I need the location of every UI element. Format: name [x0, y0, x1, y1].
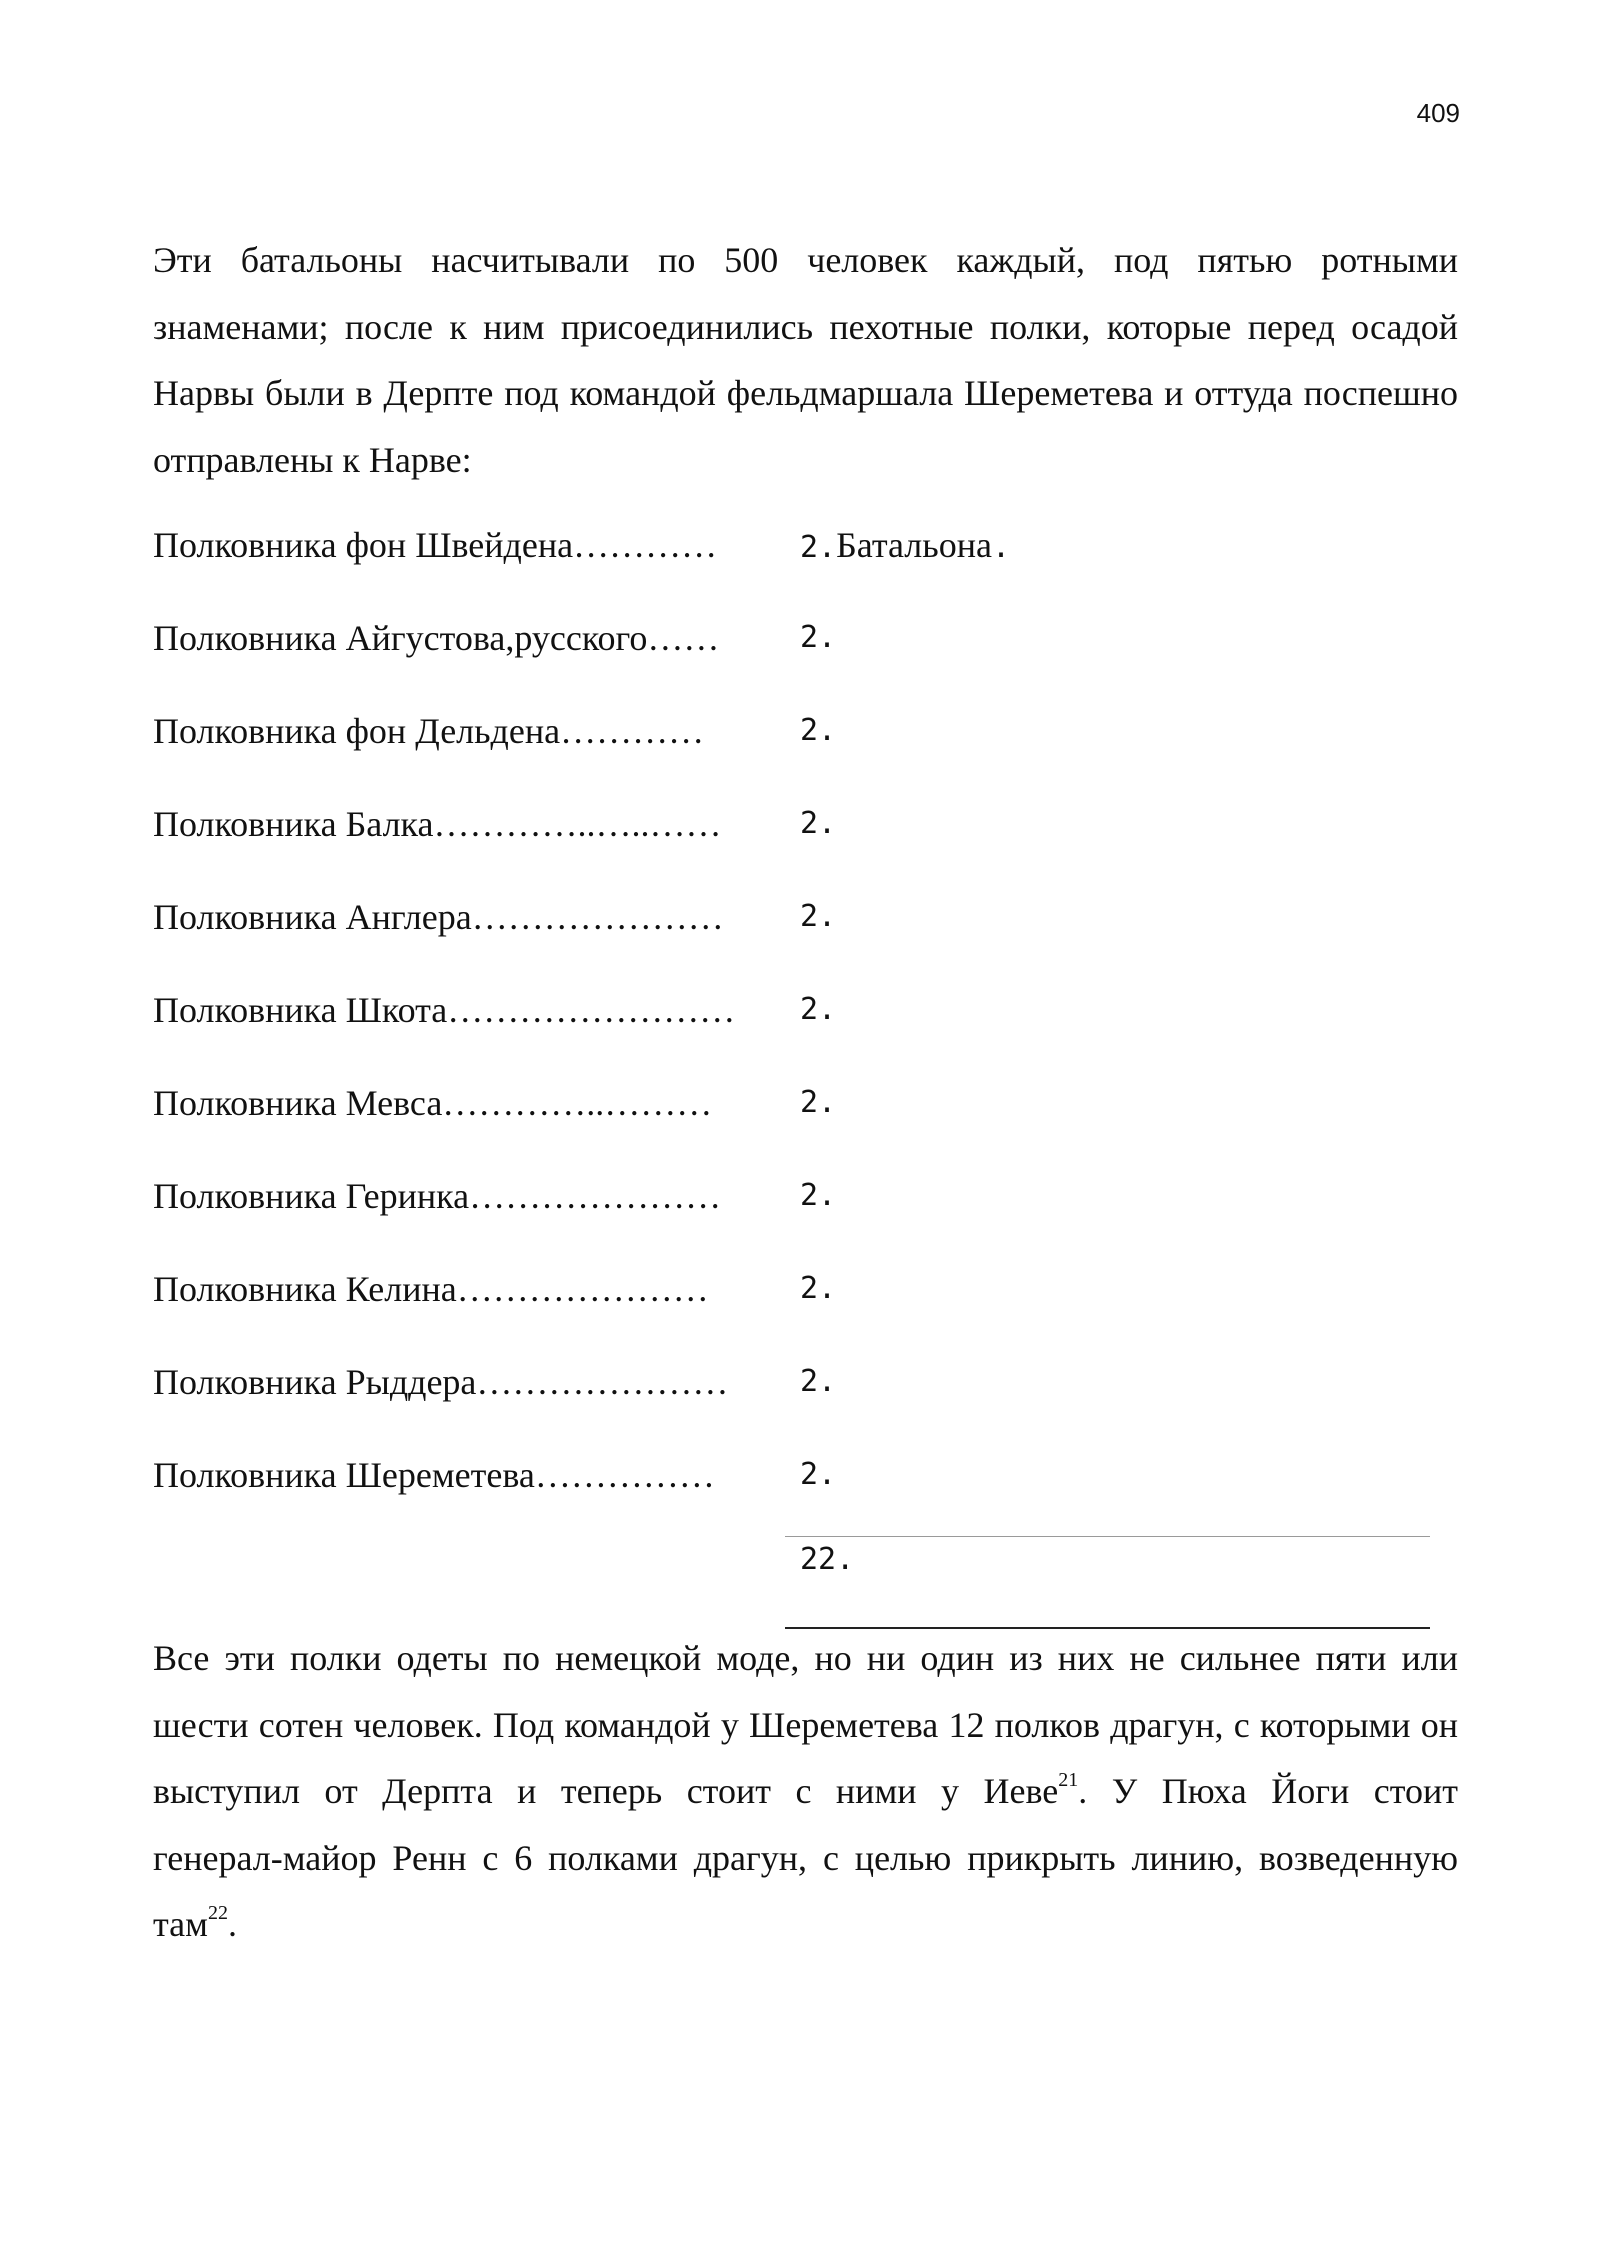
battalion-count: 2. [800, 992, 837, 1027]
regiment-label: Полковника Шереметева…………… [153, 1455, 715, 1495]
battalion-count: 2. [800, 713, 837, 748]
closing-text-3: . [227, 1904, 237, 1944]
regiment-row [153, 608, 1453, 668]
regiment-row [153, 1445, 1453, 1505]
battalion-unit: Батальона [836, 525, 992, 565]
regiment-row [153, 1166, 1453, 1226]
closing-text-2: . У Пюха Йоги стоит генерал‑майор Ренн с 6 полками драгун, с целью прикрыть линию, возведенную там [153, 1771, 1458, 1944]
battalion-total: 22. [800, 1542, 855, 1577]
regiment-row [153, 887, 1453, 947]
regiment-label: Полковника Рыддера………………… [153, 1362, 729, 1402]
regiment-row [153, 701, 1453, 761]
battalion-count: 2. [800, 620, 837, 655]
battalion-count: 2. [800, 899, 837, 934]
regiment-label: Полковника фон Дельдена………… [153, 711, 705, 751]
regiment-label: Полковника фон Швейдена………… [153, 525, 718, 565]
battalion-count: 2. [800, 1085, 837, 1120]
battalion-count: 2.Батальона. [800, 525, 1010, 565]
regiment-row [153, 794, 1453, 854]
page-number: 409 [1416, 98, 1460, 128]
regiment-label: Полковника Геринка………………… [153, 1176, 722, 1216]
closing-text-1: Все эти полки одеты по немецкой моде, но ни один из них не сильнее пяти или шести сотен человек. Под командой у Шереметева 12 полков драгун, с которыми он выступил от Дерпта и теперь стоит с ними у Иеве [153, 1638, 1458, 1811]
regiment-row [153, 1073, 1453, 1133]
regiment-row [153, 515, 1453, 575]
regiment-row [153, 980, 1453, 1040]
regiment-label: Полковника Айгустова,русского…… [153, 618, 720, 658]
regiment-label: Полковника Балка…………..…..…… [153, 804, 722, 844]
intro-paragraph: Эти батальоны насчитывали по 500 человек каждый, под пятью ротными знаменами; после к ним присоединились пехотные полки, которые перед осадой Нарвы были в Дерпте под командой фельдмаршала Шереметева и оттуда поспешно отправлены к Нарве: [153, 240, 1458, 480]
regiment-label: Полковника Англера………………… [153, 897, 724, 937]
battalion-count: 2. [800, 1271, 837, 1306]
regiment-label: Полковника Шкота…………………… [153, 990, 736, 1030]
footnote-ref-21: 21 [1058, 1769, 1079, 1791]
battalion-count: 2. [800, 1178, 837, 1213]
regiment-label: Полковника Келина………………… [153, 1269, 709, 1309]
regiment-row [153, 1259, 1453, 1319]
battalion-count: 2. [800, 1364, 837, 1399]
regiment-row [153, 1352, 1453, 1412]
footnote-ref-22: 22 [207, 1902, 228, 1924]
regiment-label: Полковника Мевса…………..……… [153, 1083, 713, 1123]
closing-paragraph [153, 1625, 1458, 1958]
battalion-count: 2. [800, 806, 837, 841]
battalion-count: 2. [800, 1457, 837, 1492]
sum-rule-top [785, 1536, 1430, 1537]
